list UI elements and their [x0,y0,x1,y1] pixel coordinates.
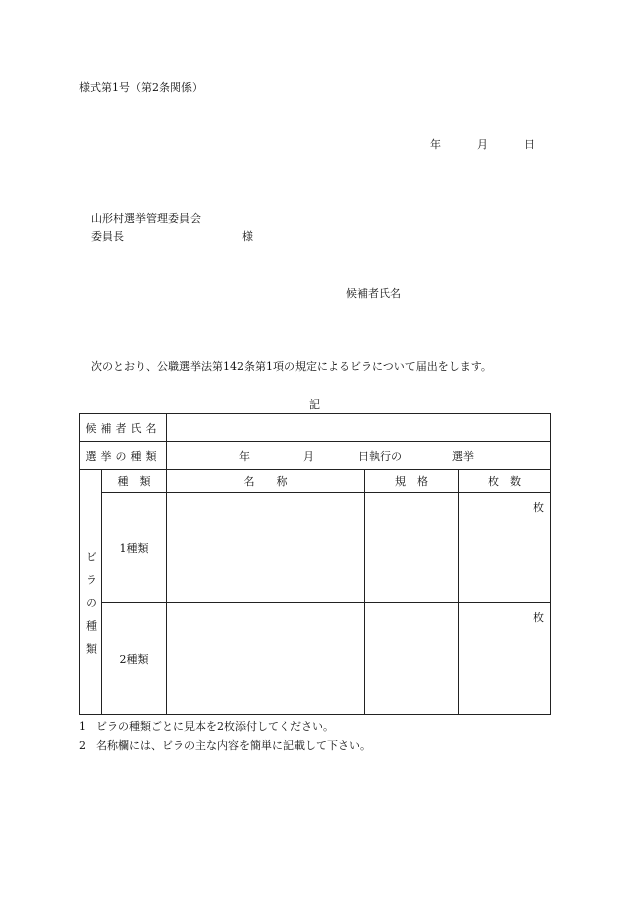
election-type-header: 選挙の種類 [85,449,161,463]
election-day-label: 日執行の [358,449,402,463]
spec-cell-1[interactable] [365,493,458,602]
type-cell-1: 1種類 [119,541,149,555]
note-1-text: ビラの種類ごとに見本を2枚添付してください。 [96,720,334,733]
election-senkyo-label: 選挙 [452,449,474,463]
note-2-number: 2 [79,739,86,752]
type-cell-2: 2種類 [119,652,149,666]
candidate-name-header: 候補者氏名 [85,421,161,435]
count-cell-2[interactable] [459,603,550,714]
date-month: 月 [477,138,488,151]
count-cell-1[interactable] [459,493,550,602]
addressee-title: 委員長 [91,230,124,243]
spec-cell-2[interactable] [365,603,458,714]
count-column-header: 枚 数 [488,475,521,488]
name-column-header: 名 称 [243,475,288,488]
table-line [550,413,551,715]
addressee-honorific: 様 [242,230,253,243]
ki-heading: 記 [309,398,320,411]
count-unit-2: 枚 [533,611,544,624]
name-cell-2[interactable] [167,603,364,714]
type-column-header: 種 類 [117,475,151,488]
table-line [79,714,551,715]
body-text: 次のとおり、公職選挙法第142条第1項の規定によるビラについて届出をします。 [91,360,492,373]
candidate-name-label: 候補者氏名 [346,287,401,300]
date-year: 年 [430,138,441,151]
bira-type-side-text: ビラの種類 [84,551,98,666]
candidate-name-cell[interactable] [167,414,550,441]
bira-table [79,413,551,715]
form-number: 様式第1号（第2条関係） [79,81,203,94]
count-unit-1: 枚 [533,501,544,514]
election-month-label: 月 [303,449,314,463]
name-cell-1[interactable] [167,493,364,602]
spec-column-header: 規 格 [395,475,428,488]
note-1-number: 1 [79,720,86,733]
note-2-text: 名称欄には、ビラの主な内容を簡単に記載して下さい。 [96,739,371,752]
bira-type-side-label [80,493,101,714]
date-day: 日 [524,138,535,151]
addressee-org: 山形村選挙管理委員会 [91,212,201,225]
election-year-label: 年 [239,449,250,463]
